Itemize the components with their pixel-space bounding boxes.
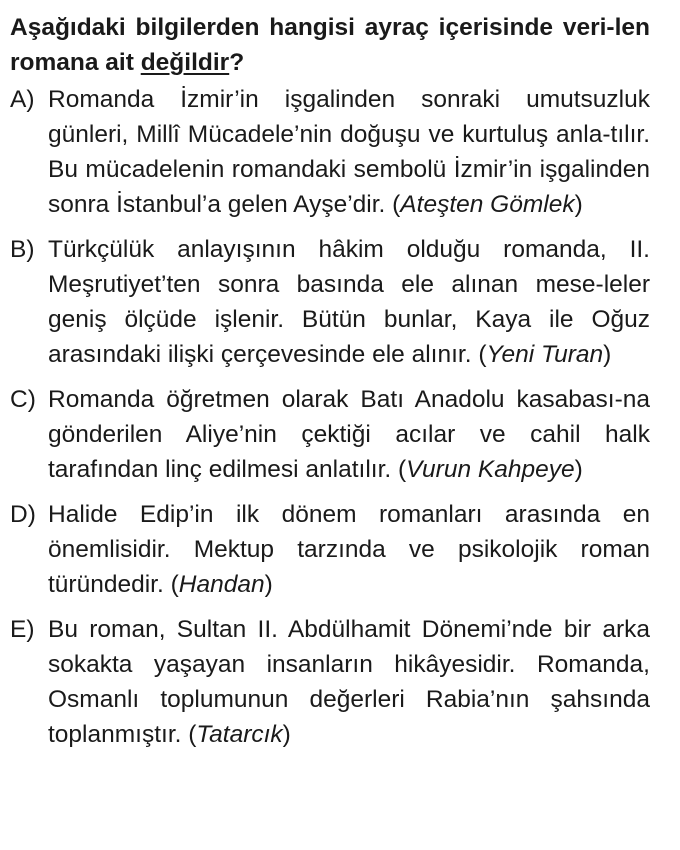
option-a[interactable] [10,82,650,222]
option-letter: A) [10,86,35,113]
novel-title: Ateşten Gömlek [400,191,575,218]
option-close: ) [574,456,583,483]
option-body [48,82,650,222]
option-b[interactable] [10,232,650,372]
novel-title: Vurun Kahpeye [406,456,575,483]
option-letter: D) [10,501,36,528]
option-text: Romanda öğretmen olarak Batı Anadolu kasabası-na gönderilen Aliye’nin çektiği acılar ve cahil halk tarafından linç edilmesi anlatılır. ( [48,386,650,483]
option-text: Türkçülük anlayışının hâkim olduğu romanda, II. Meşrutiyet’ten sonra basında ele alınan mese-leler geniş ölçüde işlenir. Bütün bunlar, Kaya ile Oğuz arasındaki ilişki çerçevesinde ele alınır. ( [48,236,650,368]
question-page [10,10,650,762]
novel-title: Handan [178,571,265,598]
option-body [48,497,650,602]
option-body [48,612,650,752]
option-close: ) [574,191,583,218]
option-c[interactable] [10,382,650,487]
question-stem [10,10,650,80]
option-close: ) [282,721,291,748]
option-letter: E) [10,616,35,643]
option-text: Romanda İzmir’in işgalinden sonraki umutsuzluk günleri, Millî Mücadele’nin doğuşu ve kurtuluş anla-tılır. Bu mücadelenin romandaki sembolü İzmir’in işgalinden sonra İstanbul’a gelen Ayşe’dir. ( [48,86,650,218]
option-text: Bu roman, Sultan II. Abdülhamit Dönemi’nde bir arka sokakta yaşayan insanların hikâyesidir. Romanda, Osmanlı toplumunun değerleri Rabia’nın şahsında toplanmıştır. ( [48,616,650,748]
option-close: ) [603,341,612,368]
option-body [48,382,650,487]
option-body [48,232,650,372]
option-e[interactable] [10,612,650,752]
answer-options [10,82,650,752]
novel-title: Tatarcık [196,721,283,748]
option-letter: B) [10,236,35,263]
option-letter: C) [10,386,36,413]
option-text: Halide Edip’in ilk dönem romanları arasında en önemlisidir. Mektup tarzında ve psikolojik roman türündedir. ( [48,501,650,598]
question-mark: ? [229,49,245,76]
option-close: ) [264,571,273,598]
question-emphasis: değildir [140,49,230,76]
option-d[interactable] [10,497,650,602]
novel-title: Yeni Turan [486,341,604,368]
question-text: Aşağıdaki bilgilerden hangisi ayraç içerisinde veri-len romana ait [10,14,650,76]
